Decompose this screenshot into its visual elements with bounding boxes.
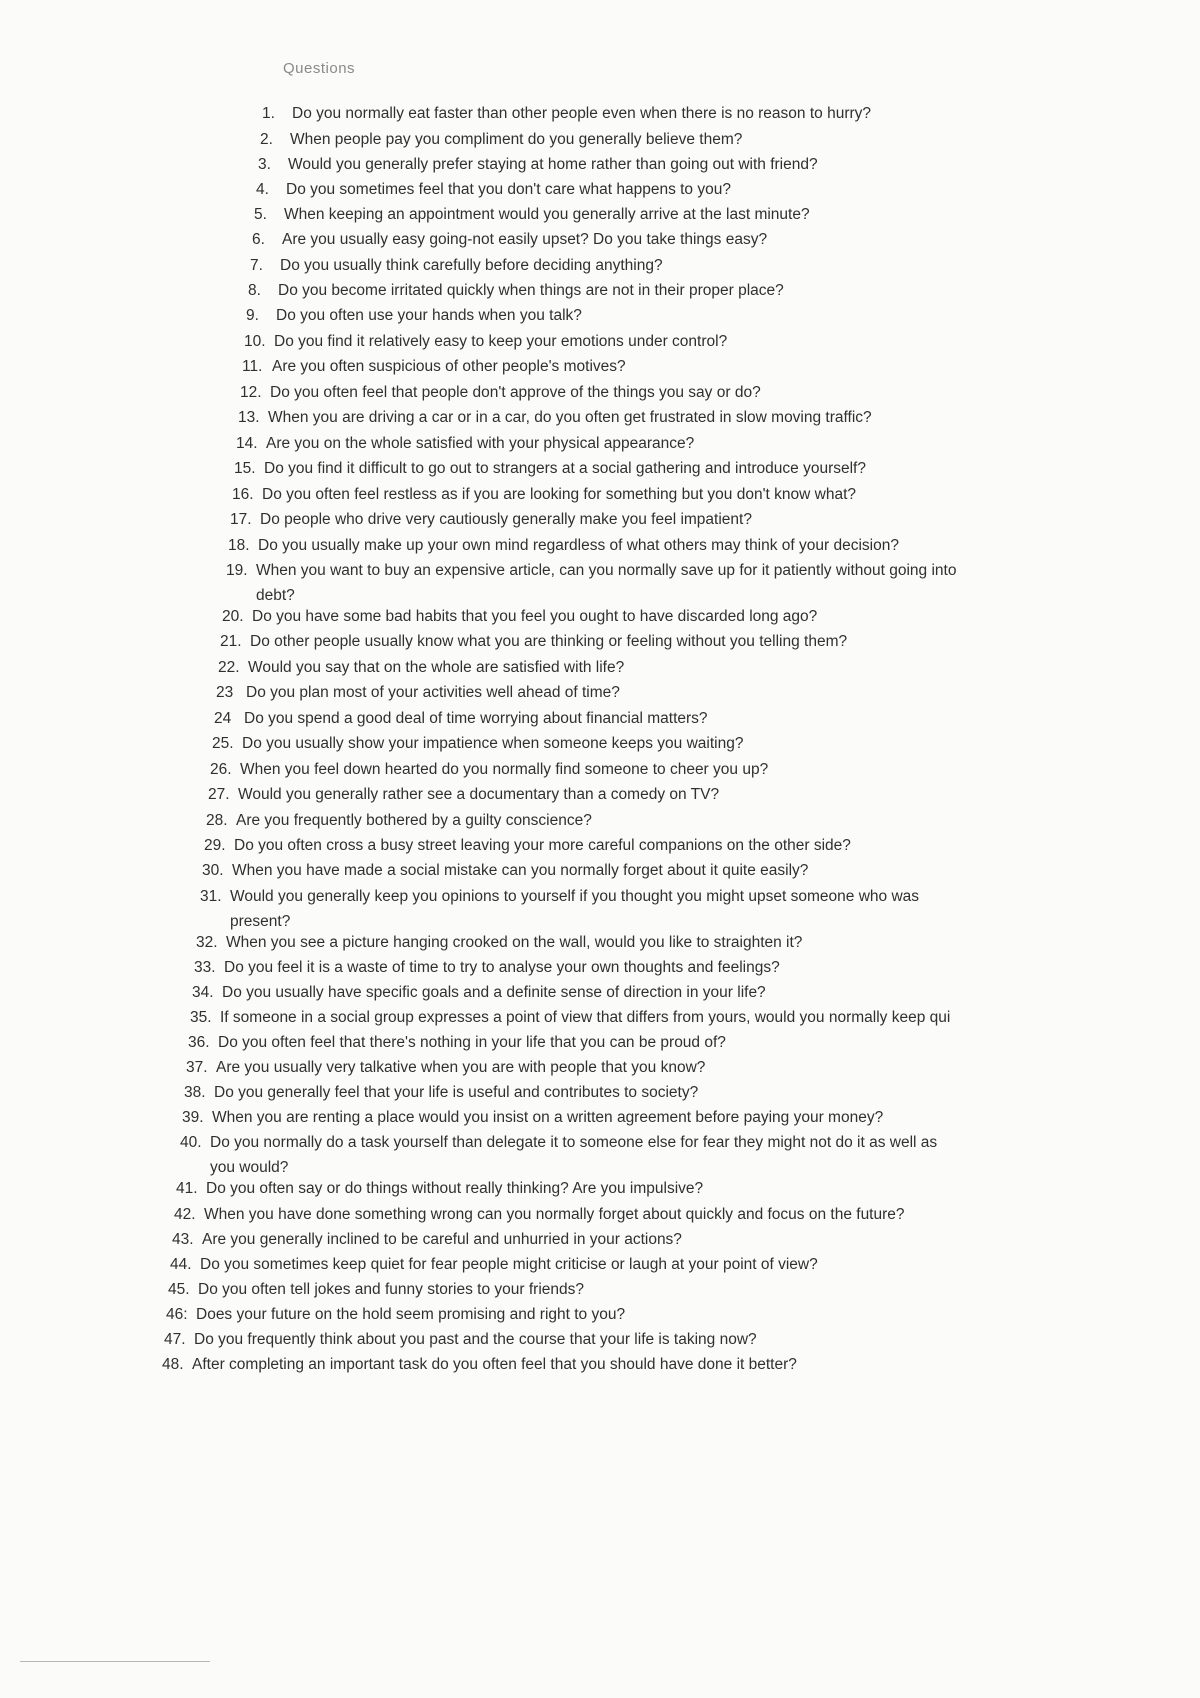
- question-text: Do you often feel that there's nothing in your life that you can be proud of?: [218, 1034, 726, 1051]
- question-number: 33.: [194, 959, 216, 976]
- question-number: 43.: [172, 1231, 194, 1248]
- question-number: 47.: [164, 1331, 186, 1348]
- question-number: 14.: [236, 435, 258, 452]
- question-number: 6.: [252, 231, 265, 248]
- question-item: [188, 1033, 726, 1053]
- question-continuation: present?: [230, 913, 291, 930]
- question-text: Do you usually show your impatience when someone keeps you waiting?: [242, 735, 744, 752]
- question-item: [172, 1230, 682, 1250]
- question-number: 26.: [210, 761, 232, 778]
- question-item: [242, 357, 626, 377]
- question-text: Do you sometimes keep quiet for fear people might criticise or laugh at your point of view?: [200, 1256, 818, 1273]
- question-item: [236, 434, 694, 454]
- question-text: Do you frequently think about you past and the course that your life is taking now?: [194, 1331, 757, 1348]
- question-item: [216, 683, 620, 703]
- question-text: Do you find it difficult to go out to strangers at a social gathering and introduce yourself?: [264, 460, 866, 477]
- question-number: 28.: [206, 812, 228, 829]
- question-number: 3.: [258, 156, 271, 173]
- question-number: 12.: [240, 384, 262, 401]
- question-text: When people pay you compliment do you generally believe them?: [290, 131, 743, 148]
- question-number: 39.: [182, 1109, 204, 1126]
- question-continuation: debt?: [256, 587, 295, 604]
- question-text: Do you often use your hands when you talk?: [276, 307, 582, 324]
- question-number: 15.: [234, 460, 256, 477]
- question-number: 18.: [228, 537, 250, 554]
- question-item: [222, 607, 817, 627]
- question-item: [206, 811, 592, 831]
- question-text: When you see a picture hanging crooked on the wall, would you like to straighten it?: [226, 934, 803, 951]
- question-item: [182, 1108, 883, 1128]
- question-text: When you feel down hearted do you normally find someone to cheer you up?: [240, 761, 769, 778]
- question-text: Do you usually think carefully before deciding anything?: [280, 257, 663, 274]
- question-text: Do you feel it is a waste of time to try to analyse your own thoughts and feelings?: [224, 959, 780, 976]
- question-number: 7.: [250, 257, 263, 274]
- question-item: [186, 1058, 705, 1078]
- question-item: [164, 1330, 757, 1350]
- question-text: Would you generally rather see a documentary than a comedy on TV?: [238, 786, 720, 803]
- question-text: Do you generally feel that your life is useful and contributes to society?: [214, 1084, 699, 1101]
- question-item: [176, 1179, 703, 1199]
- question-text: When you have done something wrong can you normally forget about quickly and focus on the future?: [204, 1206, 905, 1223]
- question-item: [258, 155, 818, 175]
- question-number: 34.: [192, 984, 214, 1001]
- question-number: 4.: [256, 181, 269, 198]
- question-item: [260, 130, 742, 150]
- question-item: [252, 230, 767, 250]
- question-number: 19.: [226, 562, 248, 579]
- question-item: [226, 561, 956, 606]
- question-item: [168, 1280, 584, 1300]
- question-item: [240, 383, 761, 403]
- question-number: 44.: [170, 1256, 192, 1273]
- question-item: [204, 836, 851, 856]
- question-number: 45.: [168, 1281, 190, 1298]
- question-text: Are you on the whole satisfied with your physical appearance?: [266, 435, 695, 452]
- question-item: [208, 785, 719, 805]
- question-text: Does your future on the hold seem promising and right to you?: [196, 1306, 626, 1323]
- question-number: 5.: [254, 206, 267, 223]
- question-item: [250, 256, 663, 276]
- question-text: Do you often cross a busy street leaving your more careful companions on the other side?: [234, 837, 851, 854]
- question-text: Would you generally keep you opinions to yourself if you thought you might upset someone who was: [230, 888, 920, 905]
- question-item: [256, 180, 731, 200]
- question-number: 22.: [218, 659, 240, 676]
- question-item: [200, 887, 919, 932]
- question-text: When you are renting a place would you insist on a written agreement before paying your money?: [212, 1109, 884, 1126]
- question-number: 32.: [196, 934, 218, 951]
- scan-edge-line: [20, 1661, 210, 1662]
- question-number: 11.: [242, 358, 263, 375]
- question-item: [210, 760, 768, 780]
- question-number: 2.: [260, 131, 273, 148]
- question-number: 17.: [230, 511, 252, 528]
- question-text: Do you find it relatively easy to keep your emotions under control?: [274, 333, 728, 350]
- question-number: 38.: [184, 1084, 206, 1101]
- question-item: [248, 281, 784, 301]
- question-number: 35.: [190, 1009, 212, 1026]
- question-item: [262, 104, 871, 124]
- question-item: [170, 1255, 818, 1275]
- question-item: [184, 1083, 698, 1103]
- question-number: 29.: [204, 837, 226, 854]
- question-text: Do you often feel that people don't approve of the things you say or do?: [270, 384, 761, 401]
- question-number: 23: [216, 684, 234, 701]
- question-text: Are you frequently bothered by a guilty conscience?: [236, 812, 592, 829]
- question-item: [254, 205, 810, 225]
- question-item: [180, 1133, 937, 1178]
- question-item: [202, 861, 808, 881]
- question-item: [230, 510, 752, 530]
- question-item: [192, 983, 766, 1003]
- question-text: Would you say that on the whole are satisfied with life?: [248, 659, 625, 676]
- question-text: If someone in a social group expresses a point of view that differs from yours, would you normally keep qui: [220, 1009, 951, 1026]
- question-number: 21.: [220, 633, 242, 650]
- question-text: Do you spend a good deal of time worrying about financial matters?: [244, 710, 708, 727]
- question-number: 31.: [200, 888, 222, 905]
- question-text: When you want to buy an expensive article, can you normally save up for it patiently without going into: [256, 562, 957, 579]
- question-item: [214, 709, 708, 729]
- question-text: Do you sometimes feel that you don't care what happens to you?: [286, 181, 731, 198]
- question-text: When you have made a social mistake can you normally forget about it quite easily?: [232, 862, 809, 879]
- question-number: 24: [214, 710, 232, 727]
- question-text: Would you generally prefer staying at home rather than going out with friend?: [288, 156, 818, 173]
- question-number: 1.: [262, 105, 275, 122]
- question-text: When you are driving a car or in a car, do you often get frustrated in slow moving traffic?: [268, 409, 872, 426]
- question-number: 27.: [208, 786, 230, 803]
- question-item: [212, 734, 743, 754]
- question-number: 10.: [244, 333, 266, 350]
- question-item: [218, 658, 624, 678]
- question-item: [220, 632, 847, 652]
- question-item: [232, 485, 856, 505]
- question-number: 13.: [238, 409, 260, 426]
- question-text: When keeping an appointment would you generally arrive at the last minute?: [284, 206, 810, 223]
- question-item: [162, 1355, 797, 1375]
- question-item: [238, 408, 872, 428]
- question-number: 48.: [162, 1356, 184, 1373]
- question-item: [190, 1008, 950, 1028]
- question-number: 9.: [246, 307, 259, 324]
- question-number: 20.: [222, 608, 244, 625]
- question-number: 16.: [232, 486, 254, 503]
- question-continuation: you would?: [210, 1159, 289, 1176]
- question-item: [244, 332, 727, 352]
- question-text: Do people who drive very cautiously generally make you feel impatient?: [260, 511, 752, 528]
- question-item: [196, 933, 802, 953]
- question-text: Are you usually easy going-not easily upset? Do you take things easy?: [282, 231, 768, 248]
- page-heading: Questions: [283, 60, 356, 77]
- question-item: [174, 1205, 905, 1225]
- question-item: [166, 1305, 625, 1325]
- question-number: 40.: [180, 1134, 202, 1151]
- question-text: Do you have some bad habits that you feel you ought to have discarded long ago?: [252, 608, 818, 625]
- question-text: Are you generally inclined to be careful and unhurried in your actions?: [202, 1231, 682, 1248]
- question-number: 30.: [202, 862, 224, 879]
- question-text: Do you usually have specific goals and a definite sense of direction in your life?: [222, 984, 766, 1001]
- question-number: 37.: [186, 1059, 208, 1076]
- question-text: Do you normally eat faster than other people even when there is no reason to hurry?: [292, 105, 872, 122]
- question-item: [228, 536, 899, 556]
- question-text: Do you usually make up your own mind regardless of what others may think of your decision?: [258, 537, 899, 554]
- question-number: 25.: [212, 735, 234, 752]
- question-number: 36.: [188, 1034, 210, 1051]
- question-text: Do you plan most of your activities well ahead of time?: [246, 684, 620, 701]
- question-text: Do other people usually know what you are thinking or feeling without you telling them?: [250, 633, 848, 650]
- question-text: Are you often suspicious of other people's motives?: [272, 358, 626, 375]
- question-text: Do you often say or do things without really thinking? Are you impulsive?: [206, 1180, 704, 1197]
- question-number: 41.: [176, 1180, 198, 1197]
- question-text: After completing an important task do you often feel that you should have done it better?: [192, 1356, 797, 1373]
- question-text: Do you often feel restless as if you are looking for something but you don't know what?: [262, 486, 857, 503]
- question-text: Do you become irritated quickly when things are not in their proper place?: [278, 282, 784, 299]
- question-text: Do you often tell jokes and funny stories to your friends?: [198, 1281, 584, 1298]
- question-number: 42.: [174, 1206, 196, 1223]
- question-item: [234, 459, 866, 479]
- question-text: Are you usually very talkative when you are with people that you know?: [216, 1059, 706, 1076]
- question-number: 46:: [166, 1306, 188, 1323]
- question-number: 8.: [248, 282, 261, 299]
- question-item: [246, 306, 582, 326]
- question-item: [194, 958, 780, 978]
- question-text: Do you normally do a task yourself than delegate it to someone else for fear they might not do it as well as: [210, 1134, 938, 1151]
